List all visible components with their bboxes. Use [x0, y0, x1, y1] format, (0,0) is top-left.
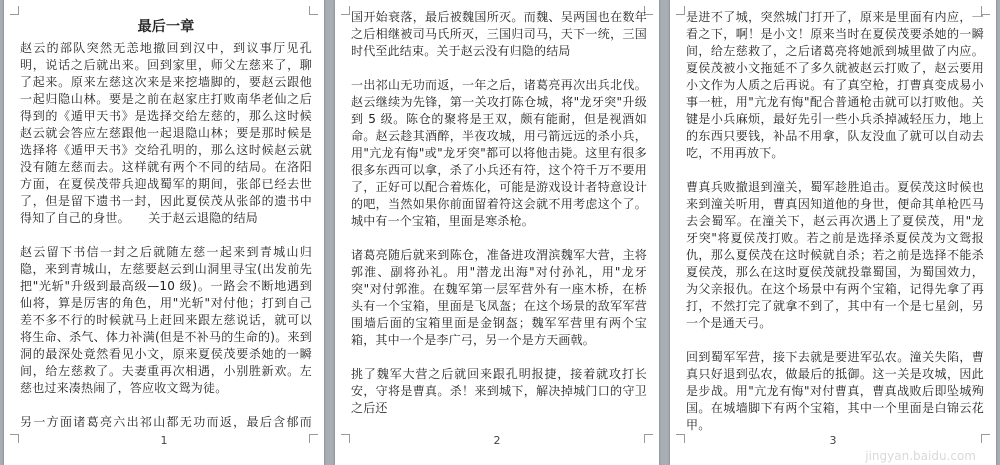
page-corner-mark: [10, 6, 19, 15]
page-number: 2: [493, 434, 501, 447]
page-body[interactable]: [686, 9, 984, 431]
chapter-title: 最后一章: [137, 19, 195, 35]
paragraph: 曹真兵败撤退到潼关，蜀军趁胜追击。夏侯茂这时候也来到潼关听用，曹真因知道他的身世，便命其单枪匹马去会蜀军。在潼关下，赵云再次遇上了夏侯茂，用"龙牙突"将夏侯茂打败。若之前是选择杀夏侯茂为文鸳报仇，那么夏侯茂在这时候就自杀；若之前是选择不能杀夏侯茂，那么在这时夏侯茂就投靠蜀国，为蜀国效力，为父亲报仇。在这个场景中有两个宝箱，记得先拿了再打，不然打完了就拿不到了，其中有一个是七星剑，另一个是通天弓。: [686, 180, 984, 330]
document-page-2: [335, 0, 659, 465]
paragraph: 挑了魏军大营之后就回来跟孔明报捷，接着就攻打长安，守将是曹真。杀！来到城下，解决掉城门口的守卫之后还: [351, 367, 647, 415]
paragraph: 国开始衰落，最后被魏国所灭。而魏、吴两国也在数年之后相继被司马氏所灭，三国归司马，天下一统，三国时代至此结束。关于赵云没有归隐的结局: [351, 10, 647, 58]
page-corner-mark: [676, 6, 685, 15]
page-number: 1: [160, 434, 168, 447]
paragraph: 赵云留下书信一封之后就随左慈一起来到青城山归隐，来到青城山，左慈要赵云到山洞里寻宝(出发前先把"光斩"升级到最高级—10 级)。一路会不断地遇到仙将，算是厉害的角色，用"光斩"对付他；打到自己差不多不行的时候就马上赶回来跟左慈说话，就可以将生命、杀气、体力补满(但是不补马的生命的)。来到洞的最深处竟然看见小文，原来夏侯茂要杀她的一瞬间，给左慈救了。夫妻重再次相遇，小别胜新欢。左慈也过来凑热闹了，答应收文鸳为徒。: [20, 245, 312, 395]
document-page-1: [4, 0, 324, 465]
paragraph: 回到蜀军军营，接下去就是要进军弘农。潼关失陷，曹真只好退到弘农，做最后的抵御。这一关是攻城，因此是步战。用"亢龙有悔"对付曹真，曹真战败后即坠城殉国。在城墙脚下有两个宝箱，其中一个里面是白锦云花甲。: [686, 350, 984, 431]
page-number: 3: [829, 434, 837, 447]
watermark: jingyan.baidu.com: [865, 449, 976, 463]
paragraph: 是进不了城，突然城门打开了，原来是里面有内应，一看之下，啊！是小文！原来当时在夏侯茂要杀她的一瞬间，给左慈救了，之后诸葛亮将她派到城里做了内应。夏侯茂被小文拖延不了多久就被赵云打败了，赵云要用小文作为人质之后再说。有了真空枪，打曹真变成易小事一桩，用"亢龙有悔"配合普通枪击就可以打败他。关键是小兵麻烦，最好先引一些小兵杀掉减轻压力，地上的东西只要钱，补品不用拿，队友没血了就可以自动去吃，不用再放下。: [686, 10, 984, 160]
paragraph: 赵云的部队突然无恙地撤回到汉中，到议事厅见孔明，说话之后就出来。回到家里，师父左慈来了，聊了起来。原来左慈这次来是来挖墙脚的，要赵云跟他一起归隐山林。要是之前在赵家庄打败南华老仙之后得到的《遁甲天书》是选择交给左慈的，那么这时候赵云就会答应左慈跟他一起退隐山林；要是那时候是选择将《遁甲天书》交给孔明的，那么这时候赵云就没有随左慈而去。这样就有两个不同的结局。在洛阳方面，在夏侯茂带兵迎战蜀军的期间，张郃已经去世了，但是留下遗书一封，因此夏侯茂从张郃的遗书中得知了自己的身世。 关于赵云退隐的结局: [20, 41, 312, 225]
paragraph: 一出祁山无功而返，一年之后，诸葛亮再次出兵北伐。赵云继续为先锋，第一关攻打陈仓城，将"龙牙突"升级到 5 级。陈仓的聚将是王双，颇有能耐，但是视酒如命。赵云趁其酒醉，半夜攻城，用弓箭远远的杀小兵，用"亢龙有悔"或"龙牙突"都可以将他击毙。这里有很多很多东西可以拿，杀了小兵还有符，这个符千万不要用了，正好可以配合着炼化，可能是游戏设计者特意设计的吧，当然如果你前面留着符这会就不用考虑这个了。城中有一个宝箱，里面是寒杀枪。: [351, 78, 647, 228]
page-body[interactable]: [20, 18, 312, 431]
page-corner-mark: [309, 6, 318, 15]
page-body[interactable]: [351, 9, 647, 431]
paragraph: 另一方面诸葛亮六出祁山都无功而返，最后含郁而: [20, 415, 312, 429]
page-corner-mark: [341, 6, 350, 15]
paragraph: 诸葛亮随后就来到陈仓，准备进攻渭滨魏军大营，主将郭淮、副将孙礼。用"潜龙出海"对付孙礼，用"龙牙突"对付郭淮。在魏军第一层军营外有一座木桥，在桥头有一个宝箱，里面是飞凤盔；在这个场景的敌军军营围墙后面的宝箱里面是金钢盔；魏军军营里有两个宝箱，其中一个是李广弓，另一个是方天画戟。: [351, 248, 647, 347]
document-page-3: [670, 0, 996, 465]
